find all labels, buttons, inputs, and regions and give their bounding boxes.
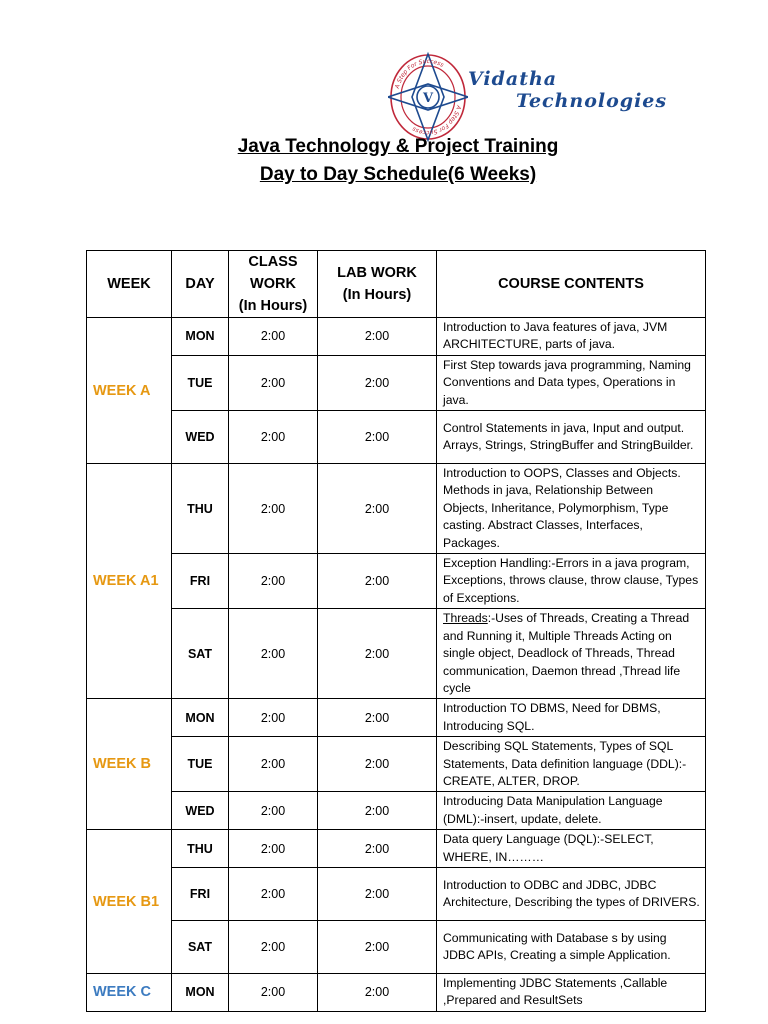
- lab-hours-cell: 2:00: [318, 973, 437, 1011]
- company-logo: [388, 50, 708, 145]
- content-cell: Implementing JDBC Statements ,Callable ,Prepared and ResultSets: [437, 973, 706, 1011]
- svg-text:A Step For Success: A Step For Success: [411, 104, 463, 137]
- header-lab-work-line1: LAB WORK: [337, 265, 417, 281]
- table-row: [87, 792, 706, 830]
- class-hours-cell: 2:00: [229, 609, 318, 699]
- class-hours-cell: 2:00: [229, 920, 318, 973]
- day-cell: TUE: [172, 737, 229, 792]
- document-title: Java Technology & Project Training: [237, 136, 559, 157]
- lab-hours-cell: 2:00: [318, 830, 437, 868]
- header-day: DAY: [172, 251, 229, 318]
- class-hours-cell: 2:00: [229, 411, 318, 464]
- lab-hours-cell: 2:00: [318, 411, 437, 464]
- content-cell: Control Statements in java, Input and output. Arrays, Strings, StringBuffer and StringBuilder.: [437, 411, 706, 464]
- content-cell: Introduction TO DBMS, Need for DBMS, Introducing SQL.: [437, 699, 706, 737]
- table-row: [87, 411, 706, 464]
- content-cell: Introduction to Java features of java, JVM ARCHITECTURE, parts of java.: [437, 318, 706, 356]
- lab-hours-cell: 2:00: [318, 464, 437, 554]
- content-cell: [437, 609, 706, 699]
- day-cell: THU: [172, 830, 229, 868]
- day-cell: MON: [172, 973, 229, 1011]
- table-row: [87, 830, 706, 868]
- content-cell: First Step towards java programming, Naming Conventions and Data types, Operations in java.: [437, 355, 706, 410]
- day-cell: FRI: [172, 554, 229, 609]
- content-cell: Introduction to ODBC and JDBC, JDBC Architecture, Describing the types of DRIVERS.: [437, 867, 706, 920]
- day-cell: WED: [172, 411, 229, 464]
- header-class-work-line3: (In Hours): [238, 298, 308, 314]
- header-class-work-line2: WORK: [250, 276, 296, 292]
- lab-hours-cell: 2:00: [318, 355, 437, 410]
- header-week: WEEK: [87, 251, 172, 318]
- header-course-contents: COURSE CONTENTS: [437, 251, 706, 318]
- table-row: [87, 737, 706, 792]
- table-row: [87, 609, 706, 699]
- logo-emblem-icon: [388, 50, 468, 145]
- header-class-work-line1: CLASS: [248, 254, 298, 270]
- content-cell: Communicating with Database s by using JDBC APIs, Creating a simple Application.: [437, 920, 706, 973]
- brand-name-line2: Technologies: [516, 90, 668, 112]
- day-cell: FRI: [172, 867, 229, 920]
- table-row: [87, 699, 706, 737]
- content-cell: Describing SQL Statements, Types of SQL Statements, Data definition language (DDL):-CREATE, ALTER, DROP.: [437, 737, 706, 792]
- class-hours-cell: 2:00: [229, 318, 318, 356]
- lab-hours-cell: 2:00: [318, 920, 437, 973]
- svg-text:A Step For Success: A Step For Success: [393, 57, 445, 90]
- lab-hours-cell: 2:00: [318, 318, 437, 356]
- day-cell: SAT: [172, 609, 229, 699]
- content-cell: Introducing Data Manipulation Language (DML):-insert, update, delete.: [437, 792, 706, 830]
- lab-hours-cell: 2:00: [318, 792, 437, 830]
- class-hours-cell: 2:00: [229, 792, 318, 830]
- table-row: [87, 355, 706, 410]
- content-cell: Introduction to OOPS, Classes and Objects. Methods in java, Relationship Between Objects, Inheritance, Polymorphism, Type casting. Abstract Classes, Interfaces, Packages.: [437, 464, 706, 554]
- table-row: [87, 867, 706, 920]
- lab-hours-cell: 2:00: [318, 699, 437, 737]
- class-hours-cell: 2:00: [229, 830, 318, 868]
- class-hours-cell: 2:00: [229, 464, 318, 554]
- table-row: [87, 920, 706, 973]
- threads-underlined: Threads: [443, 611, 488, 626]
- class-hours-cell: 2:00: [229, 867, 318, 920]
- class-hours-cell: 2:00: [229, 355, 318, 410]
- day-cell: TUE: [172, 355, 229, 410]
- svg-text:V: V: [422, 91, 434, 106]
- table-row: [87, 318, 706, 356]
- class-hours-cell: 2:00: [229, 699, 318, 737]
- table-row: [87, 973, 706, 1011]
- header-class-work: [229, 251, 318, 318]
- lab-hours-cell: 2:00: [318, 737, 437, 792]
- table-row: [87, 554, 706, 609]
- table-row: [87, 464, 706, 554]
- week-label-a1: WEEK A1: [87, 464, 172, 699]
- brand-name-line1: Vidatha: [468, 68, 558, 90]
- day-cell: MON: [172, 699, 229, 737]
- day-cell: WED: [172, 792, 229, 830]
- day-cell: THU: [172, 464, 229, 554]
- document-subtitle: Day to Day Schedule(6 Weeks): [259, 164, 537, 185]
- day-cell: SAT: [172, 920, 229, 973]
- lab-hours-cell: 2:00: [318, 554, 437, 609]
- header-lab-work: [318, 251, 437, 318]
- week-label-c: WEEK C: [87, 973, 172, 1011]
- header-row: [87, 251, 706, 318]
- class-hours-cell: 2:00: [229, 973, 318, 1011]
- content-cell: Exception Handling:-Errors in a java program, Exceptions, throws clause, throw clause, Types of Exceptions.: [437, 554, 706, 609]
- content-text: :-Uses of Threads, Creating a Thread and Running it, Multiple Threads Acting on single object, Deadlock of Threads, Thread communication, Daemon thread ,Thread life cycle: [443, 611, 690, 695]
- week-label-b1: WEEK B1: [87, 830, 172, 974]
- lab-hours-cell: 2:00: [318, 867, 437, 920]
- day-cell: MON: [172, 318, 229, 356]
- class-hours-cell: 2:00: [229, 554, 318, 609]
- content-cell: Data query Language (DQL):-SELECT, WHERE, IN………: [437, 830, 706, 868]
- header-lab-work-line2: (In Hours): [342, 287, 412, 303]
- week-label-b: WEEK B: [87, 699, 172, 830]
- class-hours-cell: 2:00: [229, 737, 318, 792]
- lab-hours-cell: 2:00: [318, 609, 437, 699]
- week-label-a: WEEK A: [87, 318, 172, 464]
- schedule-table: [86, 250, 706, 1012]
